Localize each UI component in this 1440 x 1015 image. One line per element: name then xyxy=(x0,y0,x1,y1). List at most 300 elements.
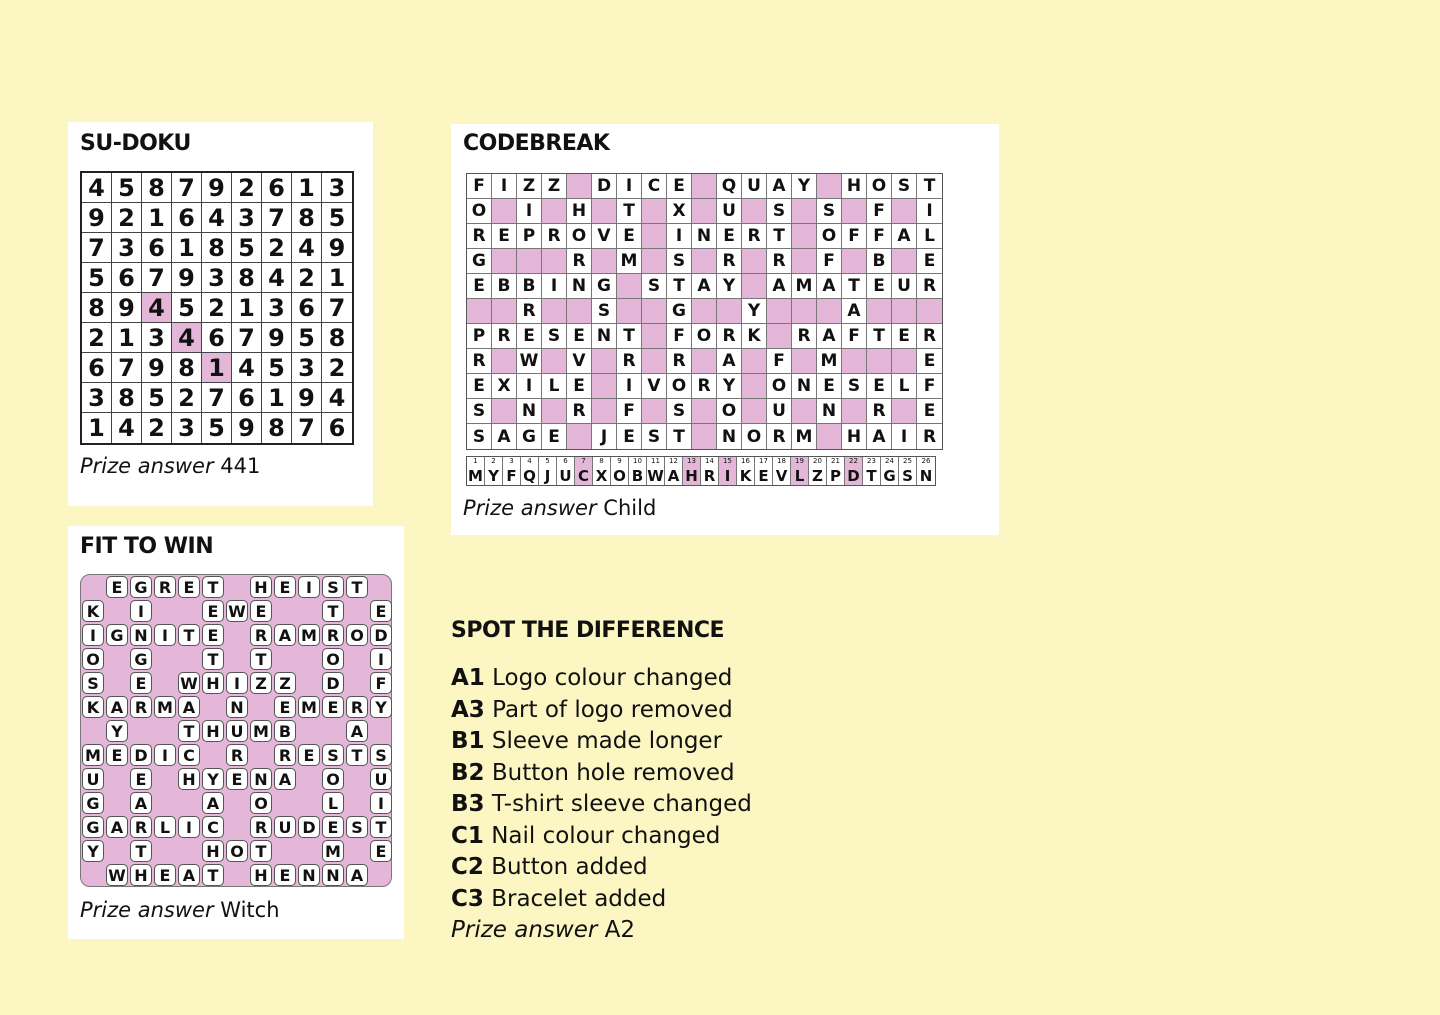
fit-to-win-tile: A xyxy=(178,864,200,886)
codebreak-cell: T xyxy=(917,174,942,199)
difference-code: A3 xyxy=(451,696,485,723)
sudoku-cell: 7 xyxy=(322,293,352,323)
fit-to-win-blank xyxy=(105,791,129,815)
codebreak-cell: I xyxy=(492,174,517,199)
codebreak-block xyxy=(542,199,567,224)
spot-the-difference-title: SPOT THE DIFFERENCE xyxy=(451,618,725,643)
fit-to-win-blank xyxy=(105,671,129,695)
codebreak-cell: E xyxy=(467,274,492,299)
codebreak-block xyxy=(617,299,642,324)
codebreak-block xyxy=(792,249,817,274)
codebreak-cell: S xyxy=(467,399,492,424)
fit-to-win-tile: D xyxy=(298,816,320,838)
sudoku-cell: 9 xyxy=(292,383,322,413)
codebreak-block xyxy=(692,249,717,274)
sudoku-cell: 9 xyxy=(142,353,172,383)
spot-the-difference-prize-label: Prize answer xyxy=(451,917,598,943)
codebreak-block xyxy=(692,174,717,199)
codebreak-key-cell xyxy=(485,457,503,485)
codebreak-block xyxy=(642,324,667,349)
fit-to-win-tile: Y xyxy=(106,720,128,742)
fit-to-win-blank xyxy=(105,767,129,791)
fit-to-win-tile: H xyxy=(130,864,152,886)
codebreak-block xyxy=(642,399,667,424)
codebreak-key-cell xyxy=(773,457,791,485)
fit-to-win-tile: A xyxy=(106,696,128,718)
codebreak-cell: O xyxy=(817,224,842,249)
sudoku-cell: 1 xyxy=(112,323,142,353)
codebreak-key-number: 24 xyxy=(885,457,894,465)
codebreak-key-letter: X xyxy=(595,467,608,485)
sudoku-grid xyxy=(80,171,354,445)
codebreak-cell: Y xyxy=(792,174,817,199)
sudoku-cell: 5 xyxy=(202,413,232,443)
fit-to-win-tile: B xyxy=(274,720,296,742)
codebreak-cell: E xyxy=(617,424,642,449)
codebreak-cell: R xyxy=(917,324,942,349)
fit-to-win-tile: R xyxy=(130,696,152,718)
codebreak-key-number: 4 xyxy=(527,457,532,465)
fit-to-win-tile: E xyxy=(154,864,176,886)
codebreak-cell: F xyxy=(917,374,942,399)
fit-to-win-blank xyxy=(225,623,249,647)
fit-to-win-tile: G xyxy=(106,624,128,646)
codebreak-cell: M xyxy=(617,249,642,274)
fit-to-win-blank xyxy=(153,719,177,743)
codebreak-cell: T xyxy=(667,274,692,299)
codebreak-cell: R xyxy=(692,374,717,399)
codebreak-key-letter: J xyxy=(544,467,551,485)
difference-item xyxy=(451,821,752,853)
fit-to-win-blank xyxy=(345,791,369,815)
codebreak-cell: H xyxy=(842,424,867,449)
codebreak-cell: I xyxy=(617,174,642,199)
codebreak-block xyxy=(692,199,717,224)
codebreak-block xyxy=(892,399,917,424)
codebreak-cell: E xyxy=(817,374,842,399)
codebreak-key-letter: I xyxy=(724,467,731,485)
difference-text: Button hole removed xyxy=(491,759,735,786)
fit-to-win-blank xyxy=(297,719,321,743)
sudoku-cell: 5 xyxy=(322,203,352,233)
fit-to-win-tile: A xyxy=(106,816,128,838)
fit-to-win-tile: R xyxy=(226,744,248,766)
codebreak-key-letter: Z xyxy=(812,467,823,485)
codebreak-cell: U xyxy=(892,274,917,299)
sudoku-cell: 6 xyxy=(232,383,262,413)
codebreak-block xyxy=(467,299,492,324)
sudoku-cell: 7 xyxy=(202,383,232,413)
codebreak-block xyxy=(892,199,917,224)
fit-to-win-tile: G xyxy=(82,792,104,814)
fit-to-win-blank xyxy=(273,839,297,863)
fit-to-win-tile: G xyxy=(82,816,104,838)
fit-to-win-blank xyxy=(297,599,321,623)
fit-to-win-blank xyxy=(153,839,177,863)
codebreak-cell: H xyxy=(567,199,592,224)
sudoku-cell: 9 xyxy=(112,293,142,323)
codebreak-cell: R xyxy=(767,424,792,449)
sudoku-cell: 2 xyxy=(172,383,202,413)
fit-to-win-title: FIT TO WIN xyxy=(80,534,214,559)
fit-to-win-tile: T xyxy=(250,840,272,862)
codebreak-cell: A xyxy=(492,424,517,449)
codebreak-key-cell xyxy=(755,457,773,485)
sudoku-cell: 3 xyxy=(82,383,112,413)
codebreak-cell: G xyxy=(467,249,492,274)
codebreak-cell: S xyxy=(817,199,842,224)
difference-text: Nail colour changed xyxy=(491,822,721,849)
codebreak-block xyxy=(842,349,867,374)
codebreak-cell: A xyxy=(692,274,717,299)
fit-to-win-blank xyxy=(345,647,369,671)
fit-to-win-tile: S xyxy=(322,576,344,598)
fit-to-win-tile: M xyxy=(82,744,104,766)
difference-code: C2 xyxy=(451,854,484,880)
fit-to-win-tile: E xyxy=(274,576,296,598)
fit-to-win-blank xyxy=(225,815,249,839)
codebreak-key-number: 23 xyxy=(867,457,876,465)
fit-to-win-tile: A xyxy=(346,720,368,742)
fit-to-win-blank xyxy=(273,599,297,623)
fit-to-win-blank xyxy=(273,647,297,671)
sudoku-cell: 6 xyxy=(82,353,112,383)
codebreak-key-cell xyxy=(593,457,611,485)
codebreak-cell: O xyxy=(667,374,692,399)
sudoku-cell: 7 xyxy=(82,233,112,263)
fit-to-win-tile: I xyxy=(82,624,104,646)
fit-to-win-blank xyxy=(105,839,129,863)
codebreak-block xyxy=(592,399,617,424)
codebreak-cell: T xyxy=(842,274,867,299)
fit-to-win-blank xyxy=(81,863,105,887)
codebreak-key-letter: O xyxy=(613,467,626,485)
codebreak-key-letter: E xyxy=(758,467,769,485)
codebreak-key-number: 16 xyxy=(741,457,750,465)
fit-to-win-tile: E xyxy=(322,816,344,838)
codebreak-cell: R xyxy=(467,349,492,374)
sudoku-cell: 2 xyxy=(202,293,232,323)
fit-to-win-blank xyxy=(225,863,249,887)
codebreak-key-letter: G xyxy=(883,467,896,485)
fit-to-win-tile: M xyxy=(298,696,320,718)
codebreak-block xyxy=(742,249,767,274)
fit-to-win-blank xyxy=(225,647,249,671)
codebreak-cell: R xyxy=(617,349,642,374)
difference-item xyxy=(451,884,752,916)
codebreak-key-cell xyxy=(701,457,719,485)
codebreak-block xyxy=(592,199,617,224)
fit-to-win-tile: Y xyxy=(82,840,104,862)
codebreak-cell: R xyxy=(767,249,792,274)
codebreak-key-number: 10 xyxy=(633,457,642,465)
codebreak-block xyxy=(742,199,767,224)
sudoku-cell: 3 xyxy=(112,233,142,263)
codebreak-cell: I xyxy=(517,199,542,224)
fit-to-win-blank xyxy=(153,671,177,695)
fit-to-win-blank xyxy=(225,791,249,815)
fit-to-win-tile: A xyxy=(178,696,200,718)
codebreak-cell: R xyxy=(922,426,937,447)
codebreak-cell: Z xyxy=(517,174,542,199)
sudoku-cell: 2 xyxy=(292,263,322,293)
sudoku-cell: 9 xyxy=(202,173,232,203)
fit-to-win-grid xyxy=(80,574,392,887)
codebreak-cell: G xyxy=(667,299,692,324)
sudoku-cell: 8 xyxy=(232,263,262,293)
codebreak-cell: I xyxy=(517,374,542,399)
codebreak-key-number: 15 xyxy=(723,457,732,465)
sudoku-cell: 3 xyxy=(142,323,172,353)
sudoku-cell: 2 xyxy=(82,323,112,353)
codebreak-block xyxy=(592,249,617,274)
sudoku-cell: 1 xyxy=(292,173,322,203)
fit-to-win-tile: E xyxy=(130,672,152,694)
codebreak-cell: B xyxy=(517,274,542,299)
fit-to-win-tile: O xyxy=(322,648,344,670)
codebreak-key-cell xyxy=(827,457,845,485)
codebreak-cell: E xyxy=(917,399,942,424)
fit-to-win-tile: I xyxy=(178,816,200,838)
codebreak-cell: M xyxy=(792,424,817,449)
fit-to-win-tile: S xyxy=(322,744,344,766)
difference-text: Button added xyxy=(491,854,648,880)
codebreak-key-letter: M xyxy=(468,467,483,485)
difference-code: C1 xyxy=(451,822,484,849)
codebreak-key-cell xyxy=(539,457,557,485)
codebreak-cell: S xyxy=(667,249,692,274)
sudoku-cell: 1 xyxy=(232,293,262,323)
fit-to-win-tile: R xyxy=(154,576,176,598)
fit-to-win-tile: R xyxy=(250,624,272,646)
codebreak-key-cell xyxy=(665,457,683,485)
fit-to-win-blank xyxy=(249,743,273,767)
sudoku-cell: 5 xyxy=(142,383,172,413)
fit-to-win-tile: E xyxy=(130,768,152,790)
codebreak-cell: O xyxy=(692,324,717,349)
codebreak-cell: E xyxy=(567,374,592,399)
codebreak-cell: R xyxy=(567,249,592,274)
sudoku-cell: 5 xyxy=(232,233,262,263)
codebreak-cell: S xyxy=(542,324,567,349)
codebreak-cell: S xyxy=(642,274,667,299)
codebreak-cell: I xyxy=(917,199,942,224)
sudoku-cell: 8 xyxy=(292,203,322,233)
fit-to-win-tile: T xyxy=(370,816,392,838)
codebreak-key-letter: R xyxy=(703,467,716,485)
fit-to-win-blank xyxy=(345,767,369,791)
fit-to-win-tile: E xyxy=(202,624,224,646)
codebreak-cell: S xyxy=(467,424,492,449)
codebreak-key-cell xyxy=(467,457,485,485)
codebreak-cell: E xyxy=(492,224,517,249)
codebreak-key-letter: H xyxy=(685,467,698,485)
codebreak-block xyxy=(567,299,592,324)
codebreak-block xyxy=(817,424,842,449)
sudoku-cell: 7 xyxy=(262,203,292,233)
fit-to-win-tile: T xyxy=(202,864,224,886)
difference-text: Logo colour changed xyxy=(492,665,733,691)
fit-to-win-tile: M xyxy=(154,696,176,718)
codebreak-cell: G xyxy=(592,274,617,299)
codebreak-block xyxy=(492,299,517,324)
codebreak-key-letter: P xyxy=(830,467,841,485)
sudoku-cell: 3 xyxy=(202,263,232,293)
fit-to-win-tile: A xyxy=(274,768,296,790)
fit-to-win-tile: A xyxy=(202,792,224,814)
sudoku-cell: 8 xyxy=(142,173,172,203)
sudoku-cell: 2 xyxy=(322,353,352,383)
sudoku-cell: 8 xyxy=(112,383,142,413)
codebreak-cell: D xyxy=(592,174,617,199)
codebreak-cell: E xyxy=(717,224,742,249)
sudoku-cell: 5 xyxy=(292,323,322,353)
fit-to-win-tile: C xyxy=(202,816,224,838)
sudoku-cell: 2 xyxy=(262,233,292,263)
fit-to-win-tile: H xyxy=(178,768,200,790)
fit-to-win-tile: U xyxy=(82,768,104,790)
codebreak-key-cell xyxy=(809,457,827,485)
codebreak-cell: E xyxy=(617,224,642,249)
sudoku-cell: 2 xyxy=(142,413,172,443)
fit-to-win-tile: Y xyxy=(202,768,224,790)
codebreak-key-number: 25 xyxy=(903,457,912,465)
fit-to-win-blank xyxy=(297,791,321,815)
fit-to-win-tile: C xyxy=(178,744,200,766)
fit-to-win-tile: A xyxy=(274,624,296,646)
codebreak-cell: N xyxy=(792,374,817,399)
codebreak-block xyxy=(792,299,817,324)
fit-to-win-tile: W xyxy=(178,672,200,694)
fit-to-win-tile: T xyxy=(346,576,368,598)
codebreak-cell: O xyxy=(467,199,492,224)
codebreak-key-cell xyxy=(719,457,737,485)
codebreak-cell: E xyxy=(917,349,942,374)
codebreak-key-number: 19 xyxy=(795,457,804,465)
fit-to-win-tile: H xyxy=(202,672,224,694)
fit-to-win-tile: W xyxy=(106,864,128,886)
fit-to-win-blank xyxy=(201,743,225,767)
fit-to-win-blank xyxy=(177,599,201,623)
fit-to-win-tile: U xyxy=(274,816,296,838)
fit-to-win-tile: H xyxy=(202,840,224,862)
codebreak-cell: J xyxy=(592,424,617,449)
codebreak-cell: A xyxy=(767,274,792,299)
codebreak-block xyxy=(492,249,517,274)
fit-to-win-tile: I xyxy=(154,744,176,766)
fit-to-win-tile: E xyxy=(274,696,296,718)
fit-to-win-tile: D xyxy=(130,744,152,766)
codebreak-block xyxy=(542,349,567,374)
sudoku-cell: 8 xyxy=(262,413,292,443)
sudoku-cell: 9 xyxy=(232,413,262,443)
codebreak-cell: A xyxy=(892,224,917,249)
fit-to-win-blank xyxy=(249,695,273,719)
fit-to-win-tile: U xyxy=(370,768,392,790)
codebreak-cell: O xyxy=(767,374,792,399)
codebreak-cell: L xyxy=(542,374,567,399)
codebreak-block xyxy=(792,399,817,424)
codebreak-key-letter: S xyxy=(902,467,913,485)
codebreak-cell: N xyxy=(817,399,842,424)
fit-to-win-blank xyxy=(153,599,177,623)
sudoku-cell: 9 xyxy=(82,203,112,233)
sudoku-cell: 9 xyxy=(172,263,202,293)
codebreak-key-number: 8 xyxy=(599,457,604,465)
sudoku-cell: 6 xyxy=(142,233,172,263)
codebreak-cell: W xyxy=(517,349,542,374)
codebreak-block xyxy=(742,274,767,299)
sudoku-cell: 6 xyxy=(328,414,346,442)
codebreak-cell: X xyxy=(492,374,517,399)
fit-to-win-tile: D xyxy=(370,624,392,646)
codebreak-block xyxy=(842,399,867,424)
fit-to-win-blank xyxy=(153,767,177,791)
fit-to-win-tile: T xyxy=(202,576,224,598)
codebreak-cell: E xyxy=(517,324,542,349)
codebreak-key-number: 12 xyxy=(669,457,678,465)
fit-to-win-prize-label: Prize answer xyxy=(80,898,214,922)
fit-to-win-tile: H xyxy=(250,576,272,598)
codebreak-key-cell xyxy=(737,457,755,485)
fit-to-win-tile: N xyxy=(322,864,344,886)
codebreak-key-letter: V xyxy=(775,467,788,485)
codebreak-cell: Y xyxy=(717,374,742,399)
codebreak-key-letter: Y xyxy=(488,467,499,485)
fit-to-win-tile: S xyxy=(82,672,104,694)
codebreak-block xyxy=(817,174,842,199)
codebreak-cell: X xyxy=(667,199,692,224)
fit-to-win-tile: E xyxy=(178,576,200,598)
codebreak-cell: N xyxy=(692,224,717,249)
codebreak-block xyxy=(492,349,517,374)
codebreak-key-number: 9 xyxy=(617,457,622,465)
codebreak-block xyxy=(642,249,667,274)
fit-to-win-blank xyxy=(369,719,393,743)
sudoku-cell: 1 xyxy=(262,383,292,413)
codebreak-cell: E xyxy=(542,424,567,449)
sudoku-cell: 3 xyxy=(172,413,202,443)
codebreak-cell: F xyxy=(467,174,492,199)
fit-to-win-blank xyxy=(345,671,369,695)
fit-to-win-blank xyxy=(153,791,177,815)
fit-to-win-blank xyxy=(177,839,201,863)
codebreak-key-cell xyxy=(521,457,539,485)
codebreak-key-letter: F xyxy=(506,467,517,485)
codebreak-cell: I xyxy=(542,274,567,299)
sudoku-cell: 4 xyxy=(142,293,172,323)
codebreak-key-number: 7 xyxy=(581,457,586,465)
codebreak-cell: S xyxy=(842,374,867,399)
fit-to-win-blank xyxy=(177,647,201,671)
codebreak-block xyxy=(642,349,667,374)
spot-the-difference xyxy=(451,618,752,947)
fit-to-win-tile: T xyxy=(322,600,344,622)
fit-to-win-tile: N xyxy=(130,624,152,646)
codebreak-key-number: 18 xyxy=(777,457,786,465)
fit-to-win-tile: H xyxy=(202,720,224,742)
codebreak-cell: L xyxy=(892,374,917,399)
fit-to-win-tile: N xyxy=(250,768,272,790)
fit-to-win-blank xyxy=(129,719,153,743)
fit-to-win-tile: R xyxy=(130,816,152,838)
codebreak-key-letter: D xyxy=(847,467,860,485)
fit-to-win-tile: N xyxy=(298,864,320,886)
fit-to-win-tile: R xyxy=(322,624,344,646)
fit-to-win-tile: Z xyxy=(274,672,296,694)
codebreak-block xyxy=(917,299,942,324)
sudoku-title: SU-DOKU xyxy=(80,131,191,156)
